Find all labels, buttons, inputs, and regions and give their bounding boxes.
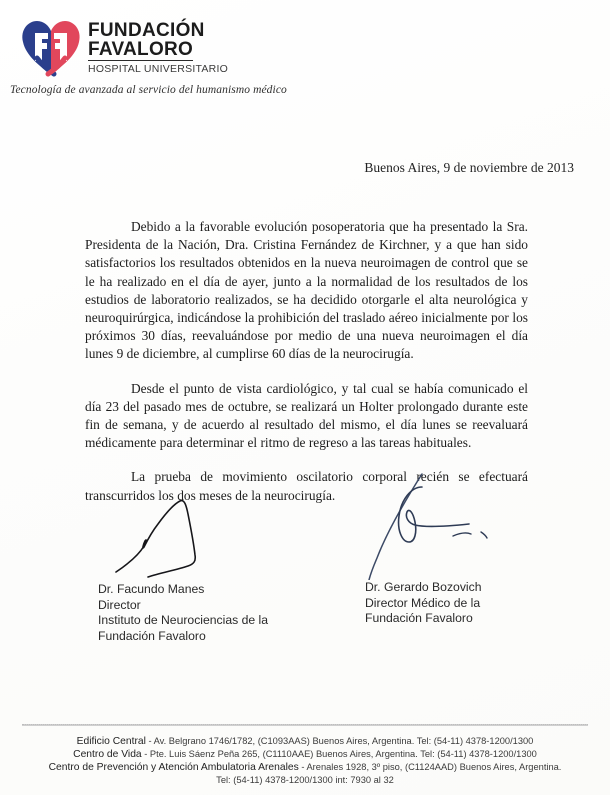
body-paragraph-2: Desde el punto de vista cardiológico, y tal cual se había comunicado el día 23 del pasado mes de octubre, se realizará un Holter prolongado durante este fin de semana, y de acuerdo al resultado del mismo, el día lunes se reevaluará médicamente para determinar el ritmo de regreso a las tareas habituales.	[85, 380, 528, 451]
brand-subtitle: HOSPITAL UNIVERSITARIO	[88, 63, 229, 75]
footer-site-address: - Arenales 1928, 3º piso, (C1124AAD) Buenos Aires, Argentina.	[298, 762, 562, 772]
signature-title: Director Médico de la	[365, 595, 481, 610]
footer-line-phone: Tel: (54-11) 4378-1200/1300 int: 7930 al 32	[216, 775, 394, 785]
signature-org-line1: Fundación Favaloro	[365, 611, 473, 625]
handwritten-signature-icon	[98, 500, 308, 582]
letterhead-tagline: Tecnología de avanzada al servicio del humanismo médico	[10, 84, 287, 96]
footer-line-arenales	[22, 761, 588, 774]
body-paragraph-1: Debido a la favorable evolución posoperatoria que ha presentado la Sra. Presidenta de la Nación, Dra. Cristina Fernández de Kirchner, y a que han sido satisfactorios los resultados obtenidos en la nueva neuroimagen de control que se le ha realizado en el día de ayer, junto a la normalidad de los resultados de los estudios de laboratorio realizados, se ha decidido otorgarle el alta neurológica y neuroquirúrgica, indicándose la prohibición del traslado aéreo inicialmente por los próximos 30 días, reevaluándose por medio de una nueva neuroimagen el día lunes 9 de diciembre, al cumplirse 60 días de la neurocirugía.	[85, 219, 528, 362]
handwritten-signature-icon	[365, 470, 580, 580]
signature-org-line2: Fundación Favaloro	[98, 628, 206, 643]
signature-block-bozovich	[365, 470, 580, 627]
footer-site-address: - Av. Belgrano 1746/1782, (C1093AAS) Buenos Aires, Argentina. Tel: (54-11) 4378-1200/1300	[145, 736, 534, 746]
footer-line-centro-de-vida	[22, 748, 588, 761]
footer	[22, 724, 588, 787]
signature-block-manes	[98, 500, 308, 644]
brand-line-fundacion: FUNDACIÓN	[88, 20, 205, 41]
favaloro-heart-logo-icon	[20, 18, 82, 78]
brand-wordmark	[88, 22, 228, 75]
footer-site-name: Centro de Prevención y Atención Ambulatoria Arenales	[48, 762, 299, 773]
signature-name: Dr. Facundo Manes	[98, 582, 205, 596]
body-paragraph-3: La prueba de movimiento oscilatorio corporal recién se efectuará transcurridos los dos meses de la neurocirugía.	[85, 469, 528, 503]
date-line: Buenos Aires, 9 de noviembre de 2013	[364, 160, 574, 175]
signature-org-line1: Instituto de Neurociencias de la	[98, 613, 269, 627]
footer-site-address: - Pte. Luis Sáenz Peña 265, (C1110AAE) Buenos Aires, Argentina. Tel: (54-11) 4378-1200/1300	[141, 749, 537, 759]
signature-title: Director	[98, 597, 141, 612]
brand-line-favaloro: FAVALORO	[88, 39, 194, 60]
footer-divider	[22, 724, 588, 726]
signature-name: Dr. Gerardo Bozovich	[365, 580, 482, 594]
footer-site-name: Centro de Vida	[73, 749, 142, 760]
letter-body	[85, 218, 528, 505]
footer-line-edificio-central	[22, 735, 588, 748]
footer-site-name: Edificio Central	[76, 736, 146, 747]
